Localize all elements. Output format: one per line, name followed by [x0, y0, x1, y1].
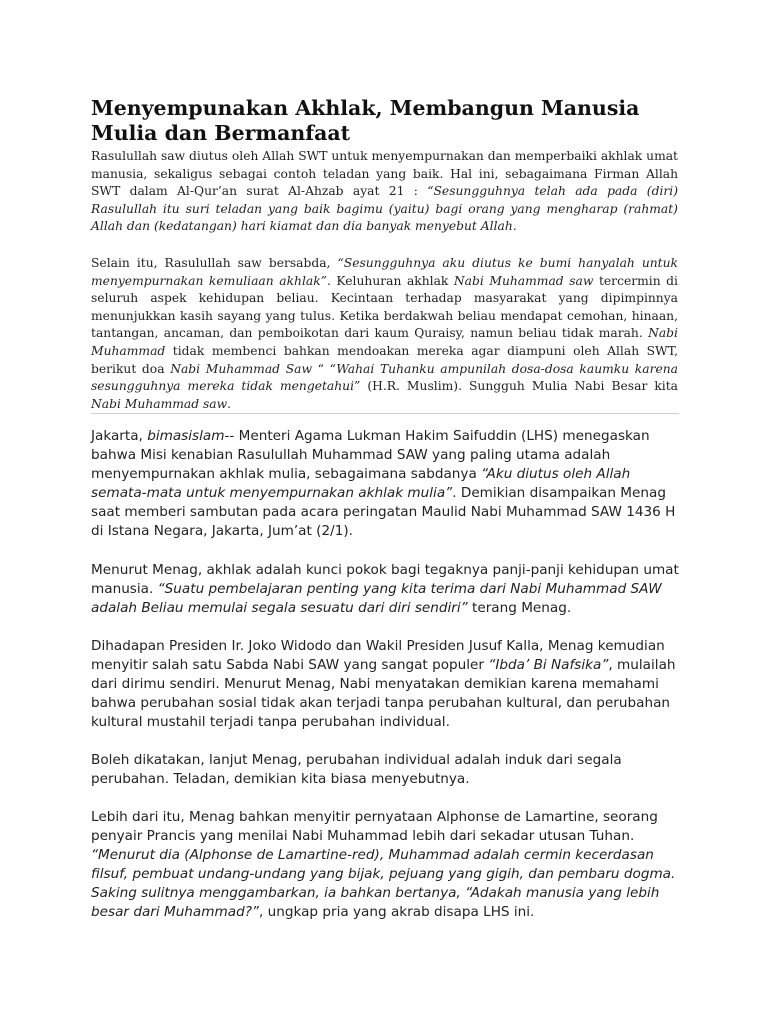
body-p4-text-1: Boleh dikatakan, lanjut Menag, perubahan individual adalah induk dari segala perubahan. Teladan, demikian kita biasa menyebutnya. [91, 752, 622, 787]
body-p3-text-1: Dihadapan Presiden Ir. Joko Widodo dan Wakil Presiden Jusuf Kalla, Menag kemudian menyitir salah satu Sabda Nabi SAW yang sangat populer [91, 638, 665, 673]
body-paragraph-5 [91, 808, 681, 922]
intro-p2-quote-3: Nabi Muhammad [91, 326, 678, 358]
body-paragraph-1 [91, 427, 681, 541]
intro-p2-text-5: “ [311, 361, 330, 376]
intro-p2-text-4: tidak membenci bahkan mendoakan mereka agar diampuni oleh Allah SWT, berikut doa [91, 343, 678, 376]
body-p3-quote-1: “Ibda’ Bi Nafsika” [488, 657, 609, 673]
body-p5-text-1: Lebih dari itu, Menag bahkan menyitir pernyataan Alphonse de Lamartine, seorang penyair Prancis yang menilai Nabi Muhammad lebih dari sekadar utusan Tuhan. [91, 809, 658, 844]
body-p1-text-1: Jakarta, [91, 428, 148, 444]
section-divider [91, 413, 679, 414]
intro-p2-quote-1: “Sesungguhnya aku diutus ke bumi hanyalah untuk menyempurnakan kemuliaan akhlak” [91, 256, 678, 288]
body-p1-quote-2: “Aku diutus oleh Allah semata-mata untuk menyempurnakan akhlak mulia” [91, 466, 631, 501]
intro-paragraph-1 [91, 148, 678, 236]
intro-p2-text-1: Selain itu, Rasulullah saw bersabda, [91, 256, 338, 270]
intro-p2-quote-2: Nabi Muhammad saw [453, 273, 594, 288]
body-p2-text-1: Menurut Menag, akhlak adalah kunci pokok bagi tegaknya panji-panji kehidupan umat manusia. [91, 562, 679, 597]
body-p1-text-3: . Demikian disampaikan Menag saat memberi sambutan pada acara peringatan Maulid Nabi Muhammad SAW 1436 H di Istana Negara, Jakarta, Jum’at (2/1). [91, 485, 676, 539]
intro-paragraph-2 [91, 255, 678, 413]
body-p3-text-2: , mulailah dari dirimu sendiri. Menurut Menag, Nabi menyatakan demikian karena memahami bahwa perubahan sosial tidak akan terjadi tanpa perubahan kultural, dan perubahan kultural mustahil terjadi tanpa perubahan individual. [91, 657, 676, 730]
intro-p2-text-2: . Keluhuran akhlak [326, 273, 454, 288]
body-p1-quote-1: bimasislam [147, 428, 225, 444]
intro-p1-text-1: Rasulullah saw diutus oleh Allah SWT untuk menyempurnakan dan memperbaiki akhlak umat manusia, sekaligus sebagai contoh teladan yang baik. Hal ini, sebagaimana Firman Allah SWT dalam Al-Qur’an surat Al-Ahzab ayat 21 : [91, 149, 678, 199]
intro-p2-text-6: (H.R. Muslim). Sungguh Mulia Nabi Besar kita [360, 379, 678, 394]
intro-p2-text-7: . [227, 396, 232, 411]
intro-p2-text-3: tercermin di seluruh aspek kehidupan beliau. Kecintaan terhadap masyarakat yang dipimpinnya menunjukkan kasih sayang yang tulus. Ketika berdakwah beliau mendapat cemohan, hinaan, tantangan, ancaman, dan pemboikotan dari kaum Quraisy, namun beliau tidak marah. [91, 273, 678, 341]
body-p1-text-2: -- Menteri Agama Lukman Hakim Saifuddin (LHS) menegaskan bahwa Misi kenabian Rasulullah Muhammad SAW yang paling utama adalah menyempurnakan akhlak mulia, sebagaimana sabdanya [91, 428, 650, 482]
article-title: Menyempunakan Akhlak, Membangun Manusia Mulia dan Bermanfaat [91, 96, 640, 145]
body-paragraph-3 [91, 637, 681, 732]
body-paragraph-4 [91, 751, 681, 789]
intro-p2-quote-4: Nabi Muhammad Saw [170, 361, 312, 376]
body-p5-quote-1: “Menurut dia (Alphonse de Lamartine-red), Muhammad adalah cermin kecerdasan filsuf, pembuat undang-undang yang bijak, pejuang yang gigih, dan pembaru dogma. Saking sulitnya menggambarkan, ia bahkan bertanya, “Adakah manusia yang lebih besar dari Muhammad?” [91, 847, 676, 920]
body-paragraph-2 [91, 561, 681, 618]
body-p2-text-2: terang Menag. [467, 600, 572, 616]
body-p2-quote-1: “Suatu pembelajaran penting yang kita terima dari Nabi Muhammad SAW adalah Beliau memulai segala sesuatu dari diri sendiri” [91, 581, 662, 616]
intro-p1-quote-1: “Sesungguhnya telah ada pada (diri) Rasulullah itu suri teladan yang baik bagimu (yaitu) bagi orang yang mengharap (rahmat) Allah dan (kedatangan) hari kiamat dan dia banyak menyebut Allah. [91, 184, 679, 234]
intro-p2-quote-5: “Wahai Tuhanku ampunilah dosa-dosa kaumku karena sesungguhnya mereka tidak mengetahui” [91, 361, 678, 394]
body-p5-text-2: , ungkap pria yang akrab disapa LHS ini. [258, 904, 535, 920]
intro-p2-quote-6: Nabi Muhammad saw [91, 396, 228, 411]
